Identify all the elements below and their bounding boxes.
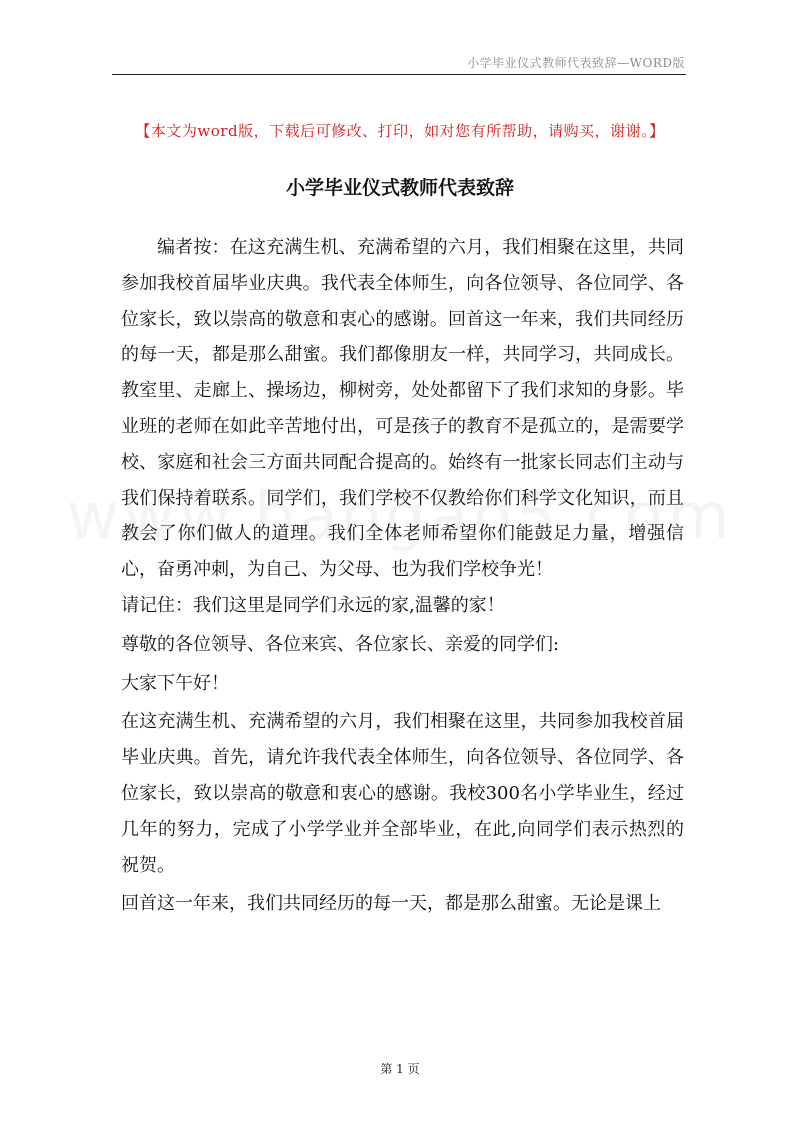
paragraph-salutation: 尊敬的各位领导、各位来宾、各位家长、亲爱的同学们:: [121, 633, 560, 655]
running-header: 小学毕业仪式教师代表致辞—WORD版: [467, 56, 685, 70]
paragraph-opening: 在这充满生机、充满希望的六月，我们相聚在这里，共同参加我校首届毕业庆典。首先，请允许我代表全体师生，向各位领导、各位同学、各位家长，致以崇高的敬意和衷心的感谢。我校300名小学毕业生，经过几年的努力，完成了小学学业并全部毕业，在此,向同学们表示热烈的祝贺。: [121, 711, 684, 876]
paragraph-greeting: 大家下午好！: [121, 672, 229, 694]
paragraph-remember: 请记住：我们这里是同学们永远的家,温馨的家！: [121, 594, 505, 616]
header-divider: [112, 74, 686, 75]
paragraph-editor-note: 编者按：在这充满生机、充满希望的六月，我们相聚在这里，共同参加我校首届毕业庆典。我代表全体师生，向各位领导、各位同学、各位家长，致以崇高的敬意和衷心的感谢。回首这一年来，我们共同经历的每一天，都是那么甜蜜。我们都像朋友一样，共同学习，共同成长。教室里、走廊上、操场边，柳树旁，处处都留下了我们求知的身影。毕业班的老师在如此辛苦地付出，可是孩子的教育不是孤立的，是需要学校、家庭和社会三方面共同配合提高的。始终有一批家长同志们主动与我们保持着联系。同学们，我们学校不仅教给你们科学文化知识，而且教会了你们做人的道理。我们全体老师希望你们能鼓足力量，增强信心，奋勇冲刺，为自己、为父母、也为我们学校争光！: [121, 237, 684, 581]
paragraph-looking-back: 回首这一年来，我们共同经历的每一天，都是那么甜蜜。无论是课上: [121, 893, 661, 915]
document-title: 小学毕业仪式教师代表致辞: [285, 177, 514, 199]
download-notice: 【本文为word版，下载后可修改、打印，如对您有所帮助，请购买，谢谢。】: [135, 122, 665, 140]
page-number: 第 1 页: [380, 1062, 420, 1076]
document-body: [121, 230, 684, 922]
